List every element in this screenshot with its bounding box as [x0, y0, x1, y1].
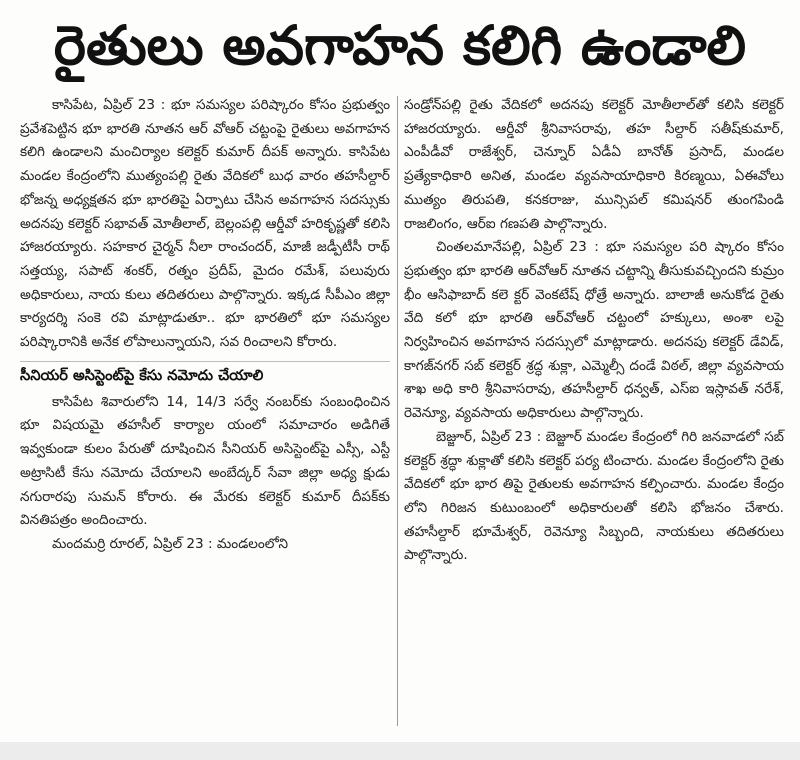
right-column: [404, 94, 784, 734]
article-paragraph-kasipet: కాసిపేట, ఏప్రిల్ 23 : భూ సమస్యల పరిష్కారం కోసం ప్రభుత్వం ప్రవేశపెట్టిన భూ భారతి నూతన ఆర్ వోఆర్ చట్టంపై రైతులు అవగాహన కలిగి ఉండాలని మంచిర్యాల కలెక్టర్ కుమార్ దీపక్ అన్నారు. కాసిపేట మండల కేంద్రంలోని ముత్యంపల్లి రైతు వేదికలో బుధ వారం తహసీల్దార్ భోజన్న అధ్యక్షతన భూ భారతిపై ఏర్పాటు చేసిన అవగాహన సదస్సుకు అదనపు కలెక్టర్ సభావత్ మోతీలాల్, బెల్లంపల్లి ఆర్డీవో హరికృష్ణతో కలిసి హాజరయ్యారు. సహకార చైర్మన్ నీలా రాంచందర్, మాజీ జడ్పీటీసీ రాథ్ సత్తయ్య, సపాట్ శంకర్, రత్నం ప్రదీప్, మైదం రమేశ్, పలువురు అధికారులు, నాయ కులు తదితరులు పాల్గొన్నారు. ఇక్కడ సీపీఎం జిల్లా కార్యదర్శి సంకె రవి మాట్లాడుతూ.. భూ భారతిలో భూ సమస్యల పరిష్కారానికి అనేక లోపాలున్నాయని, సవ రించాలని కోరారు.: [20, 97, 390, 351]
article-paragraph-mandamarri-cont: సండ్రోన్‌పల్లి రైతు వేదికలో అదనపు కలెక్టర్ మోతీలాల్‌తో కలిసి కలెక్టర్ హాజరయ్యారు. ఆర్డీవో శ్రీనివాసరావు, తహ సీల్దార్ సతీష్‌కుమార్, ఎంపీడీవో రాజేశ్వర్, చెన్నూర్ ఏడీఏ బానోత్ ప్రసాద్, మండల ప్రత్యేకాధికారి అనిత, మండల వ్యవసాయాధికారి కిరణ్మయి, ఏఈవోలు ముత్యం తిరుపతి, కనకరాజు, మున్సిపల్ కమిషనర్ తుంగపిండి రాజలింగం, ఆర్ఐ గణపతి పాల్గొన్నారు.: [404, 97, 784, 232]
headline: రైతులు అవగాహన కలిగి ఉండాలి: [53, 14, 747, 77]
column-divider: [397, 96, 398, 726]
article-paragraph-senior-assistant: కాసిపేట శివారులోని 14, 14/3 సర్వే నంబర్‌కు సంబంధించిన భూ విషయమై తహసీల్ కార్యాల యంలో సమాచారం అడిగితే ఇవ్వకుండా కులం పేరుతో దూషించిన సీనియర్ అసిస్టెంట్‌పై ఎస్సీ, ఎస్టీ అట్రాసిటీ కేసు నమోదు చేయాలని అంబేద్కర్ సేవా జిల్లా అధ్య క్షుడు నగురారపు సుమన్ కోరారు. ఈ మేరకు కలెక్టర్ కుమార్ దీపక్‌కు వినతిపత్రం అందించారు.: [20, 393, 390, 529]
left-column: [20, 94, 390, 734]
page-bottom-margin: [0, 742, 800, 760]
article-paragraph-bejjur: బెజ్జూర్, ఏప్రిల్ 23 : బెజ్జూర్ మండల కేంద్రంలో గిరి జనవాడలో సబ్ కలెక్టర్ శ్రద్ధా శుక్లాతో కలిసి కలెక్టర్ పర్య టించారు. మండల కేంద్రంలోని రైతు వేదికలో భూ భార తిపై రైతులకు అవగాహన కల్పించారు. మండల కేంద్రం లోని గిరిజన కుటుంబంలో అధికారులతో కలిసి భోజనం చేశారు. తహసీల్దార్ భూమేశ్వర్, రెవెన్యూ సిబ్బంది, నాయకులు తదితరులు పాల్గొన్నారు.: [404, 428, 784, 564]
article-paragraph-mandamarri-start: మందమర్రి రూరల్, ఏప్రిల్ 23 : మండలంలోని: [52, 535, 288, 552]
article-paragraph-chintalamanepally: చింతలమానేపల్లి, ఏప్రిల్ 23 : భూ సమస్యల పరి ష్కారం కోసం ప్రభుత్వం భూ భారతి ఆర్‌వోఆర్ నూతన చట్టాన్ని తీసుకువచ్చిందని కుమ్రం భీం ఆసిఫాబాద్ కలె క్టర్ వెంకటేష్ ధోత్రే అన్నారు. బాలాజీ అనుకోడ రైతు వేది కలో భూ భారతి ఆర్‌వోఆర్ చట్టంలో హక్కులు, అంశా లపై నిర్వహించిన అవగాహన సదస్సులో మాట్లాడారు. అదనపు కలెక్టర్ డేవిడ్, కాగజ్‌నగర్ సబ్ కలెక్టర్ శ్రద్ధ శుక్లా, ఎమ్మెల్సీ దండే విఠల్, జిల్లా వ్యవసాయ శాఖ అధి కారి శ్రీనివాసరావు, తహసీల్దార్ ధన్వత్, ఎస్ఐ ఇస్లావత్ నరేశ్, రెవెన్యూ, వ్యవసాయ అధికారులు పాల్గొన్నారు.: [404, 239, 784, 422]
subheading: సీనియర్ అసిస్టెంట్‌పై కేసు నమోదు చేయాలి: [20, 361, 390, 387]
